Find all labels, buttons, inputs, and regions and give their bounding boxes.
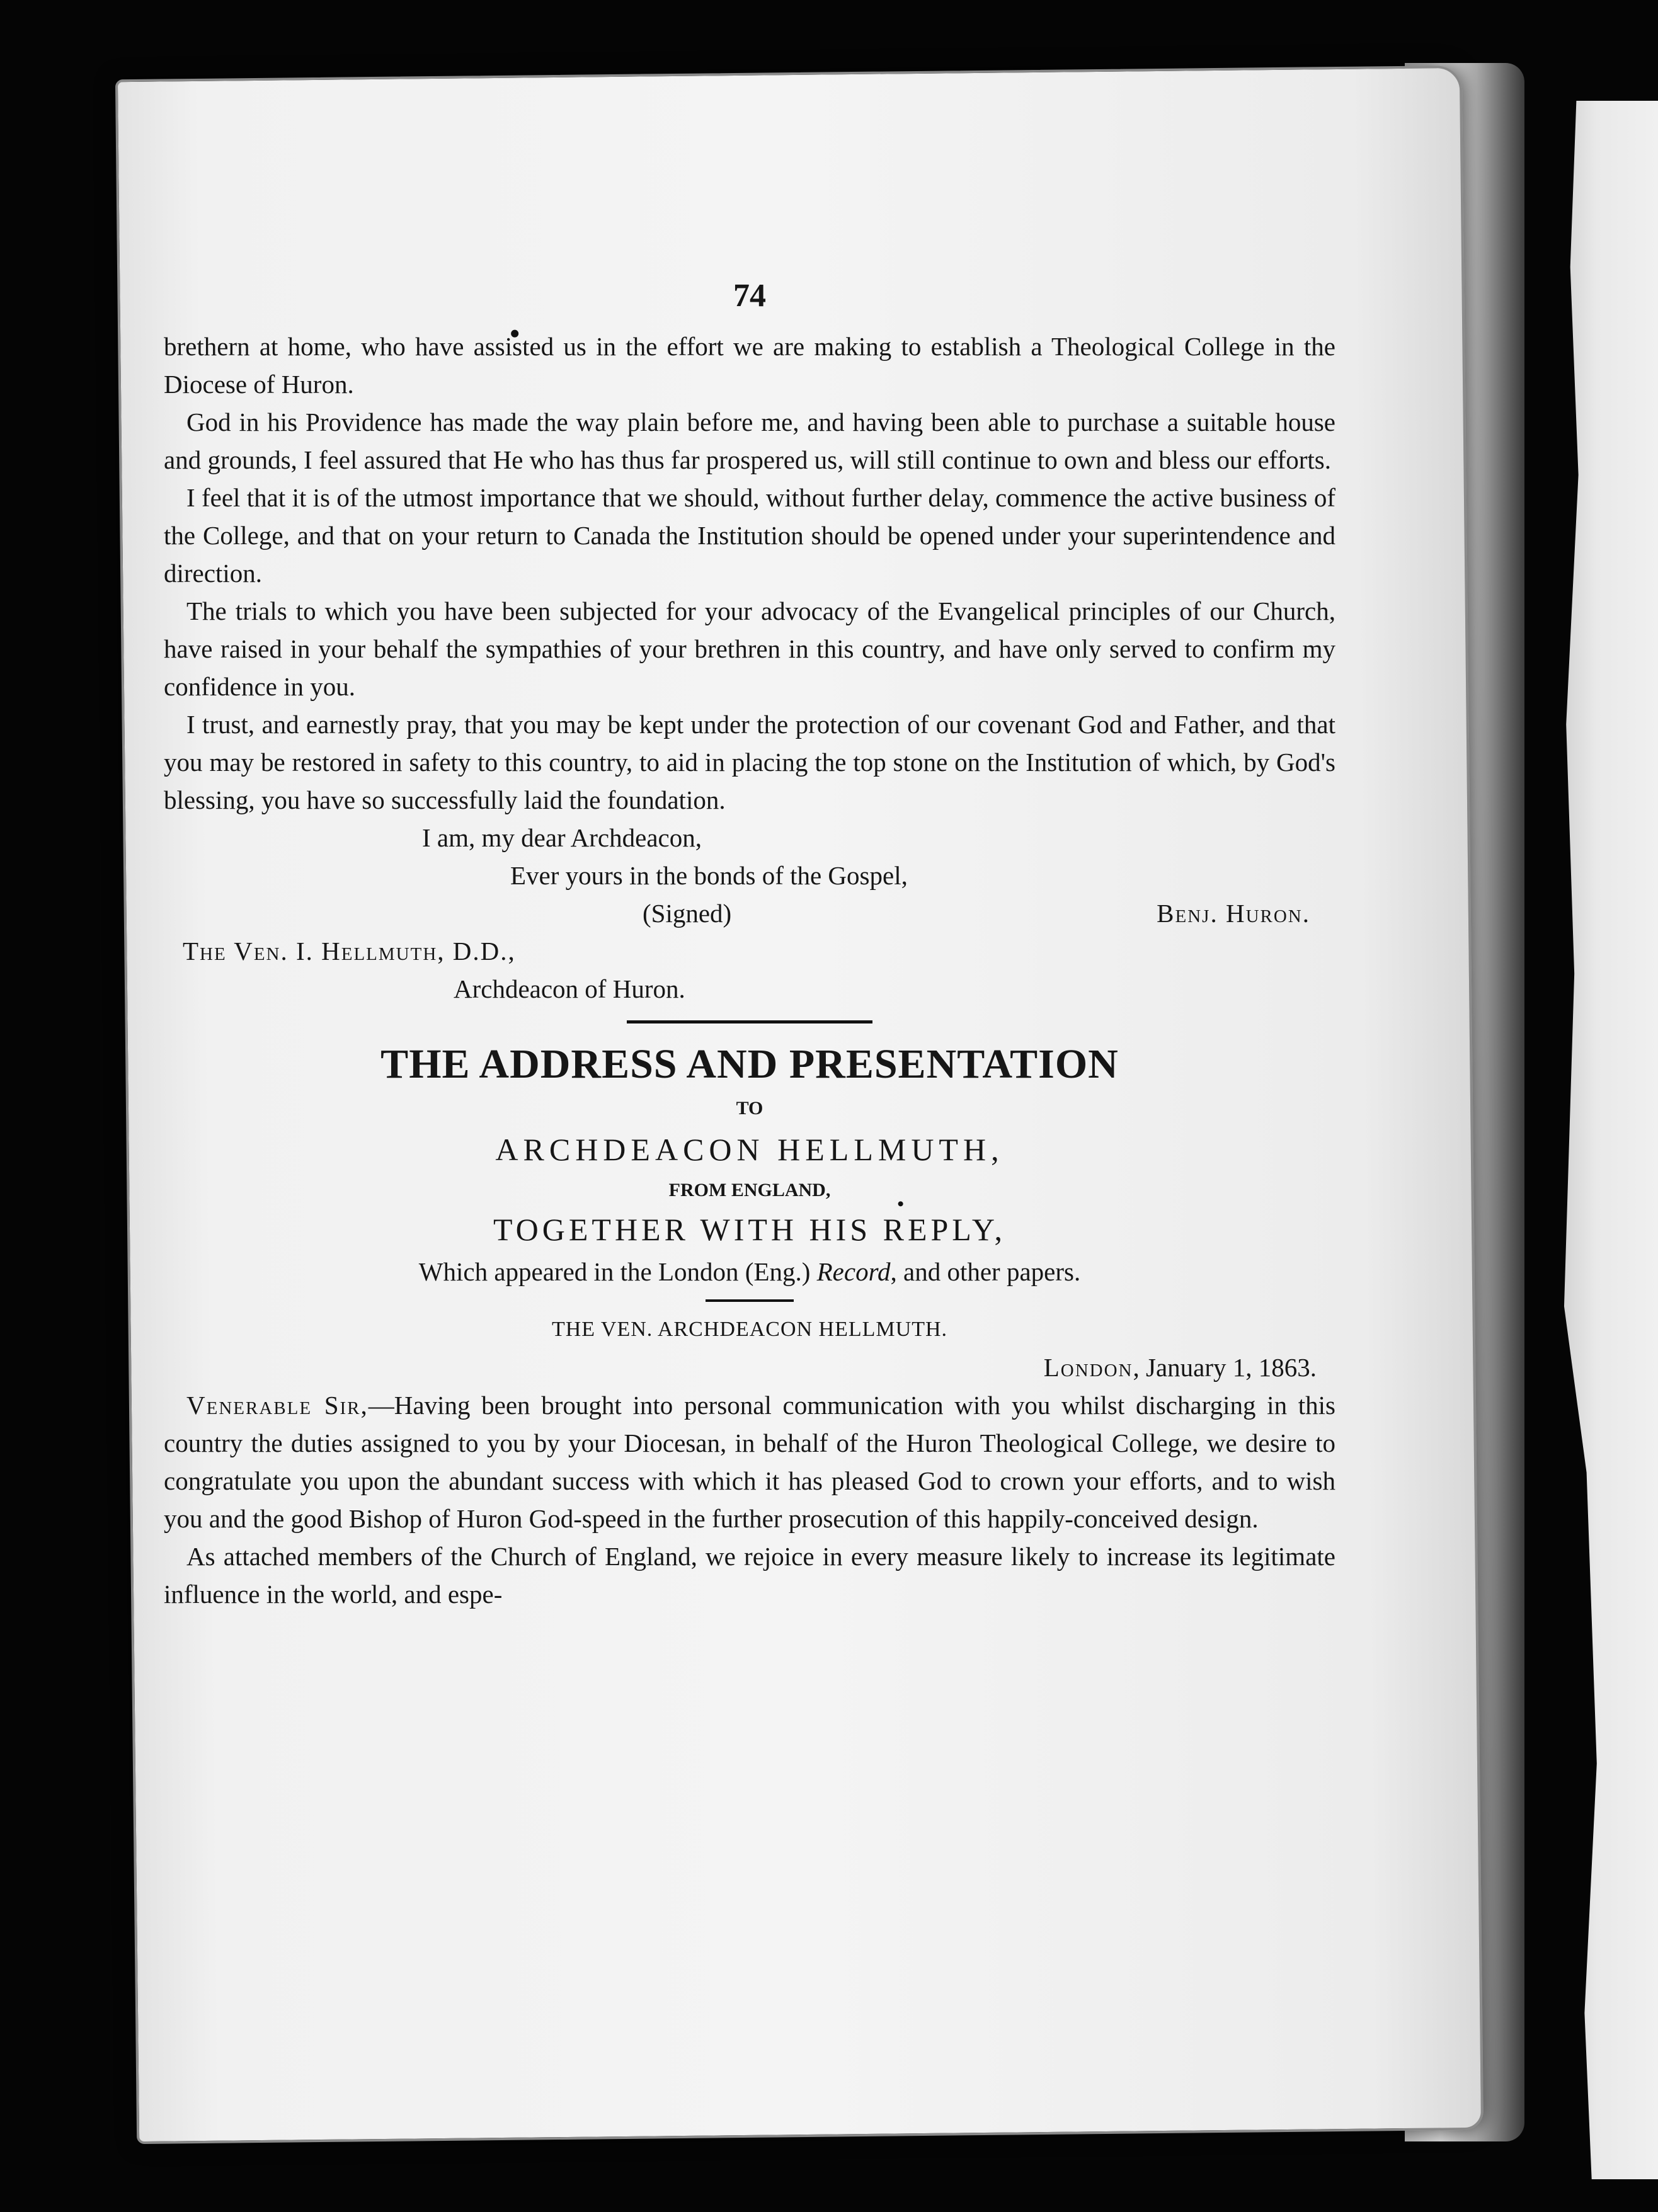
title-appeared	[164, 1253, 1335, 1291]
address-paragraph	[164, 1386, 1335, 1537]
page-text	[164, 277, 1335, 1613]
letter-paragraph: I feel that it is of the utmost importance that we should, without further delay, commence the active business of the College, and that on your return to Canada the Institution should be opened under your superintendence and direction.	[164, 483, 1335, 588]
closing-salutation: I am, my dear Archdeacon,	[422, 823, 702, 852]
title-name: ARCHDEACON HELLMUTH,	[495, 1132, 1004, 1167]
letter-closing	[164, 819, 1335, 1008]
address-recipient: THE VEN. ARCHDEACON HELLMUTH.	[551, 1318, 948, 1341]
addressee-line1: The Ven. I. Hellmuth, D.D.,	[183, 937, 516, 966]
letter-paragraph: brethern at home, who have assisted us in the effort we are making to establish a Theological College in the Diocese of Huron.	[164, 332, 1335, 399]
address-place: London	[1043, 1353, 1133, 1382]
letter-paragraph: I trust, and earnestly pray, that you may be kept under the protection of our covenant God and Father, and that you may be restored in safety to this country, to aid in placing the top stone on the Institution of which, by God's blessing, you have so successfully laid the foundation.	[164, 710, 1335, 814]
address-date: , January 1, 1863.	[1133, 1353, 1317, 1382]
title-to: TO	[736, 1098, 763, 1119]
short-divider	[706, 1299, 794, 1302]
title-together: TOGETHER WITH HIS REPLY,	[493, 1212, 1006, 1247]
page-number: 74	[733, 278, 766, 314]
address-dateline	[164, 1348, 1335, 1386]
title-from: FROM ENGLAND,	[668, 1180, 831, 1200]
closing-valediction: Ever yours in the bonds of the Gospel,	[510, 861, 908, 890]
addressee-line2: Archdeacon of Huron.	[454, 974, 685, 1003]
adjacent-page-edge	[1556, 101, 1658, 2179]
appeared-prefix: Which appeared in the London (Eng.)	[418, 1257, 817, 1286]
letter-paragraph: The trials to which you have been subjected for your advocacy of the Evangelical principles of our Church, have raised in your behalf the sympathies of your brethren in this country, and have only served to confirm my confidence in you.	[164, 596, 1335, 701]
letter-paragraph: God in his Providence has made the way plain before me, and having been able to purchase a suitable house and grounds, I feel assured that He who has thus far prospered us, will still continue to own and bless our efforts.	[164, 408, 1335, 474]
section-title: THE ADDRESS AND PRESENTATION	[380, 1041, 1119, 1087]
signed-label: (Signed)	[643, 899, 732, 928]
address-salutation: Venerable Sir,	[186, 1391, 369, 1420]
section-divider	[627, 1020, 872, 1023]
address-paragraph: As attached members of the Church of England, we rejoice in every measure likely to increase its legitimate influence in the world, and espe-	[164, 1542, 1335, 1609]
signature: Benj. Huron.	[1157, 899, 1310, 928]
address-paragraph1: —Having been brought into personal communication with you whilst discharging in this country the duties assigned to you by your Diocesan, in behalf of the Huron Theological College, we desire to congratulate you upon the abundant success with which it has pleased God to crown your efforts, and to wish you and the good Bishop of Huron God-speed in the further prosecution of this happily-conceived design.	[164, 1391, 1335, 1533]
appeared-suffix: , and other papers.	[890, 1257, 1081, 1286]
appeared-italic: Record	[816, 1257, 891, 1286]
